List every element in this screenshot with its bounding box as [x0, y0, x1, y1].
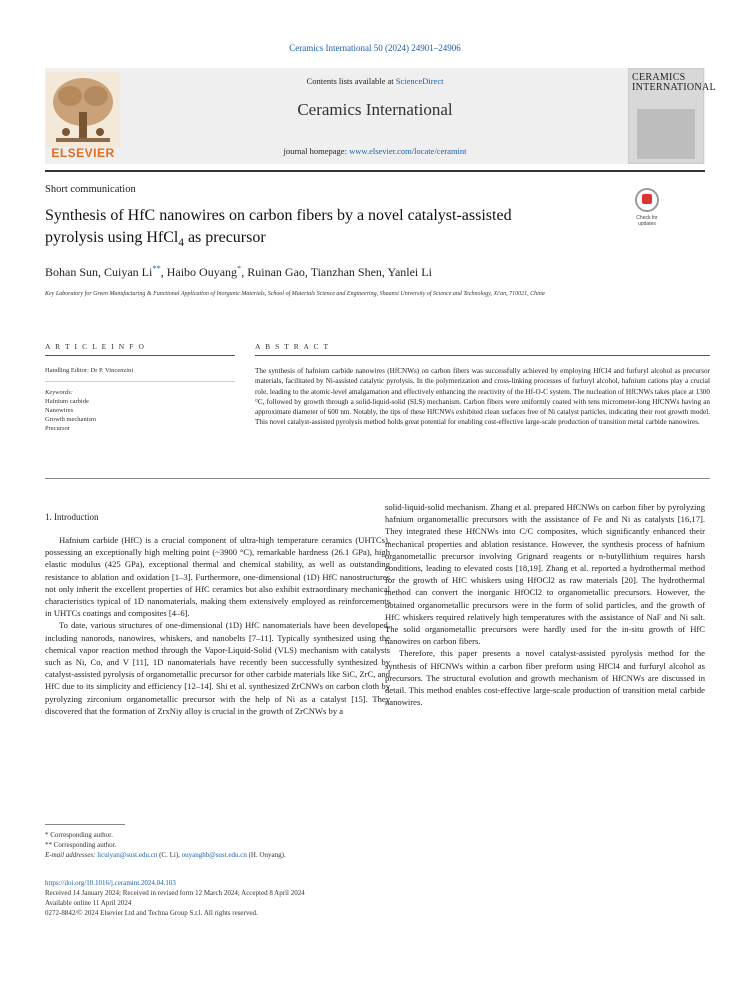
publication-meta — [45, 878, 305, 918]
keywords-label: Keywords: — [45, 389, 73, 396]
journal-cover[interactable] — [628, 68, 716, 164]
body-column-right — [385, 501, 705, 708]
elsevier-tree-icon — [46, 72, 120, 148]
article-info-rule — [45, 355, 235, 356]
article-title — [45, 205, 605, 254]
title-line-1: Synthesis of HfC nanowires on carbon fibers by a novel catalyst-assisted — [45, 207, 512, 224]
footnote-corresponding-2: ** Corresponding author. — [45, 841, 117, 849]
journal-name: Ceramics International — [297, 100, 453, 119]
journal-homepage — [120, 146, 630, 156]
doi-link[interactable]: https://doi.org/10.1016/j.ceramint.2024.04.103 — [45, 879, 176, 887]
footnote-corresponding-1: * Corresponding author. — [45, 831, 113, 839]
received-dates: Received 14 January 2024; Received in revised form 12 March 2024; Accepted 8 April 2024 — [45, 889, 305, 897]
abstract-text: The synthesis of hafnium carbide nanowires (HfCNWs) on carbon fibers was successfully achieved by employing HfCl4 and furfuryl alcohol as precursor materials, facilitated by Ni-assisted catalytic pyrolysis. In the polymerization and cross-linking processes of furfuryl alcohol, hafnium cations play a crucial role, leading to the atomic-level amalgamation and effectively enhancing the reactivity of the Hf-O-C system. The nucleation of HfCNWs takes place at 1300 °C, followed by growth through a solid-liquid-solid (SLS) mechanism. Carbon fibers were uniformly coated with tens micrometer-long HfCNWs having an approximate diameter of 600 nm. Notably, the tips of these HfCNWs exhibited clean surfaces free of Ni catalyst particles, indicating their root growth model. This novel catalyst-assisted pyrolysis method holds great potential for enabling cost-effective large-scale production of transition metal carbide nanowires. — [255, 367, 710, 427]
email-link-1[interactable]: licuiyan@sust.edu.cn — [97, 851, 158, 859]
author-name[interactable]: Cuiyan Li — [104, 265, 153, 279]
check-for-updates-button[interactable] — [628, 188, 666, 230]
footnotes — [45, 830, 286, 860]
article-info-heading: A R T I C L E I N F O — [45, 342, 146, 351]
author-name[interactable]: Ruinan Gao — [247, 265, 305, 279]
sciencedirect-link[interactable]: ScienceDirect — [395, 76, 444, 86]
intro-paragraph: Hafnium carbide (HfC) is a crucial component of ultra-high temperature ceramics (UHTCs), possessing an exceptionally high melting point (~3900 °C), remarkable hardness (26.1 GPa), high elastic modulus (425 GPa), exceptional thermal and chemical stability, as well as outstanding resistance to ablation and oxidation [1–3]. Furthermore, one-dimensional (1D) HfC nanostructures not only inherit the excellent properties of HfC ceramics but also exhibit extraordinary mechanical characteristics typical of 1D nanomaterials, making them extensively employed as reinforcements in UHTCs coatings and composites [4–6]. — [45, 535, 390, 619]
elsevier-wordmark: ELSEVIER — [51, 146, 115, 160]
check-updates-label: Check for updates — [636, 215, 658, 227]
keyword: Growth mechanism — [45, 416, 97, 423]
contents-prefix: Contents lists available at — [306, 76, 396, 86]
cover-image — [637, 109, 695, 159]
elsevier-logo[interactable] — [46, 72, 120, 162]
check-updates-icon — [635, 188, 659, 212]
abstract-bottom-rule — [45, 478, 710, 479]
introduction-heading: 1. Introduction — [45, 512, 99, 522]
abstract-rule — [255, 355, 710, 356]
title-line-2b: as precursor — [183, 229, 266, 246]
intro-paragraph: solid-liquid-solid mechanism. Zhang et al. prepared HfCNWs on carbon fiber by pyrolyzing hafnium organometallic precursors with the assistance of Fe and Ni as catalysts [16,17]. They integrated these HfCNWs into C/C composites, which significantly enhanced their mechanical properties and ablation resistance. However, the synthesis process of hafnium organometallic precursor involving Grignard reagents or n-butyllithium requires harsh conditions, leading to elevated costs [18,19]. Zhang et al. reported a hydrothermal method for the growth of HfC whiskers using HfOCl2 as raw materials [20]. The hydrothermal method can convert the inorganic HfOCl2 to organometallic precursors. However, the obtained organometallic precursors were in the form of solid particles, and the growth of HfC whiskers required relatively high temperatures with the assistance of NaF and Ni salt. The solid organometallic precursors were hardly used for the in-situ growth of HfC nanowires on carbon fibers. — [385, 502, 705, 647]
keyword: Precursor — [45, 425, 70, 432]
homepage-link[interactable]: www.elsevier.com/locate/ceramint — [349, 146, 467, 156]
title-subscript: 4 — [178, 237, 184, 250]
author-mark[interactable]: ** — [152, 264, 161, 273]
article-type: Short communication — [45, 184, 136, 195]
intro-paragraph: To date, various structures of one-dimensional (1D) HfC nanomaterials have been developed, including nanorods, nanowires, whiskers, and nanobelts [7–11]. Typically synthesized using the chemical vapor reaction method through the Vapor-Liquid-Solid (VLS) mechanism with catalysts such as Ni, Co, and V [11], 1D nanomaterials have recently been successfully synthesized by catalyst-assisted pyrolysis of organometallic precursor for other carbide materials like SiC, ZrC, and HfC due to its simplicity and efficiency [12–14]. Shi et al. synthesized ZrCNWs on carbon cloth by pyrolyzing zirconium organometallic precursor with the help of Ni as a catalyst [15]. They discovered that the formation of ZrxNiy alloy is crucial in the growth of ZrCNWs by a — [45, 620, 390, 716]
title-line-2a: pyrolysis using HfCl — [45, 229, 179, 246]
keyword: Nanowires — [45, 407, 74, 414]
copyright: 0272-8842/© 2024 Elsevier Ltd and Techna Group S.r.l. All rights reserved. — [45, 909, 258, 917]
journal-reference[interactable]: Ceramics International 50 (2024) 24901–24906 — [289, 43, 461, 53]
email-who-1: (C. Li), — [157, 851, 182, 859]
abstract-heading: A B S T R A C T — [255, 342, 330, 351]
email-link-2[interactable]: ouyanghb@sust.edu.cn — [181, 851, 247, 859]
author-name[interactable]: Tianzhan Shen — [310, 265, 382, 279]
info-divider — [45, 381, 235, 382]
keyword: Hafnium carbide — [45, 398, 89, 405]
footnote-rule — [45, 824, 125, 825]
article-info-block — [45, 366, 235, 433]
available-online: Available online 11 April 2024 — [45, 899, 132, 907]
intro-paragraph: Therefore, this paper presents a novel catalyst-assisted pyrolysis method for the synthesis of HfCNWs within a carbon fiber preform using HfCl4 and furfuryl alcohol as precursors. The structural evolution and growth mechanism of HfCNWs are discussed in detail. This method enables cost-effective large-scale production of transition metal carbide nanowires. — [385, 648, 705, 708]
handling-editor: Handling Editor: Dr P. Vincenzini — [45, 367, 134, 374]
homepage-prefix: journal homepage: — [283, 146, 350, 156]
author-affiliation: Key Laboratory for Green Manufacturing & Functional Application of Inorganic Materials, School of Materials Science and Engineering, Shaanxi University of Science and Technology, Xi'an, 710021, China — [45, 291, 545, 297]
email-who-2: (H. Ouyang). — [246, 851, 286, 859]
body-column-left — [45, 534, 390, 717]
author-mark[interactable]: * — [237, 264, 242, 273]
author-name[interactable]: Bohan Sun — [45, 265, 99, 279]
cover-title: CERAMICS INTERNATIONAL — [632, 72, 716, 93]
author-name[interactable]: Haibo Ouyang — [166, 265, 238, 279]
email-label: E-mail addresses: — [45, 851, 98, 859]
author-name[interactable]: Yanlei Li — [387, 265, 432, 279]
header-rule — [45, 170, 705, 172]
footnote-emails — [45, 850, 286, 860]
contents-availability — [120, 76, 630, 86]
author-list: Bohan Sun, Cuiyan Li**, Haibo Ouyang*, Ruinan Gao, Tianzhan Shen, Yanlei Li — [45, 264, 432, 279]
